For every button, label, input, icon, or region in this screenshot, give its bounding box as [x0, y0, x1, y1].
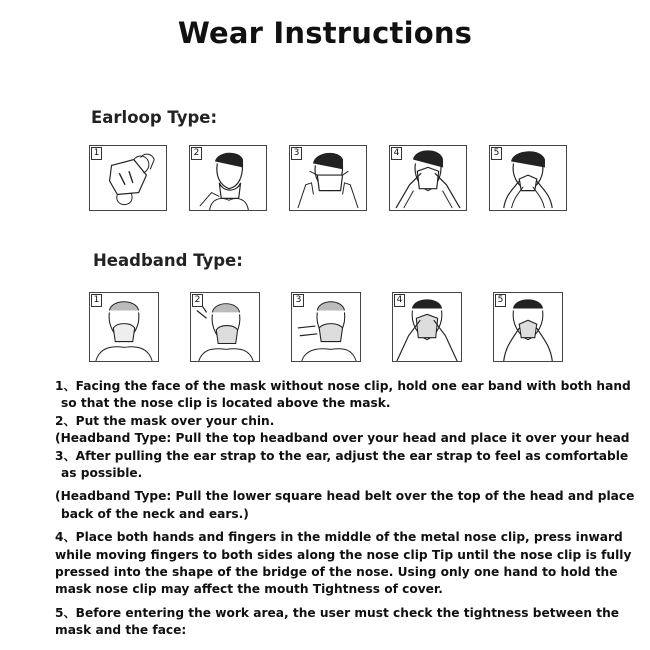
instruction-line: while moving fingers to both sides along the nose clip Tip until the nose clip is fully — [55, 547, 632, 562]
instruction-line: 5、Before entering the work area, the user must check the tightness between the — [55, 605, 620, 620]
instruction-line: mask nose clip may affect the mouth Tightness of cover. — [55, 582, 443, 597]
headband-heading: Headband Type: — [93, 251, 243, 270]
instruction-line: (Headband Type: Pull the lower square head belt over the top of the head and place — [55, 489, 635, 504]
instruction-line: 3、After pulling the ear strap to the ear, adjust the ear strap to feel as comfortable — [55, 448, 629, 463]
earloop-step-4-illustration — [389, 145, 467, 211]
step-number: 4 — [391, 147, 402, 160]
instruction-line: pressed into the shape of the bridge of the nose. Using only one hand to hold the — [55, 565, 618, 580]
instruction-line: as possible. — [61, 466, 143, 481]
step-number: 2 — [191, 147, 202, 160]
earloop-step-2-illustration — [189, 145, 267, 211]
step-number: 5 — [491, 147, 502, 160]
instruction-line: (Headband Type: Pull the top headband over your head and place it over your head — [55, 431, 630, 446]
headband-step-4-illustration — [392, 292, 462, 362]
page-title: Wear Instructions — [177, 16, 473, 50]
headband-steps — [89, 292, 563, 362]
step-number: 5 — [495, 294, 506, 307]
instructions-text — [55, 378, 635, 640]
earloop-steps — [89, 145, 567, 211]
step-number: 2 — [192, 294, 203, 307]
instruction-line: 2、Put the mask over your chin. — [55, 413, 275, 428]
instruction-line: so that the nose clip is located above the mask. — [61, 396, 391, 411]
earloop-step-5-illustration — [489, 145, 567, 211]
instruction-line: back of the neck and ears.) — [61, 506, 249, 521]
headband-step-2-illustration — [190, 292, 260, 362]
step-number: 1 — [91, 147, 102, 160]
earloop-heading: Earloop Type: — [91, 108, 218, 127]
headband-step-3-illustration — [291, 292, 361, 362]
instruction-line: 4、Place both hands and fingers in the middle of the metal nose clip, press inward — [55, 530, 623, 545]
earloop-step-3-illustration — [289, 145, 367, 211]
instruction-line: 1、Facing the face of the mask without nose clip, hold one ear band with both hand — [55, 379, 631, 393]
instruction-line: mask and the face: — [55, 623, 187, 638]
step-number: 3 — [293, 294, 304, 307]
step-number: 3 — [291, 147, 302, 160]
step-number: 1 — [91, 294, 102, 307]
earloop-step-1-illustration — [89, 145, 167, 211]
step-number: 4 — [394, 294, 405, 307]
headband-step-5-illustration — [493, 292, 563, 362]
headband-step-1-illustration — [89, 292, 159, 362]
